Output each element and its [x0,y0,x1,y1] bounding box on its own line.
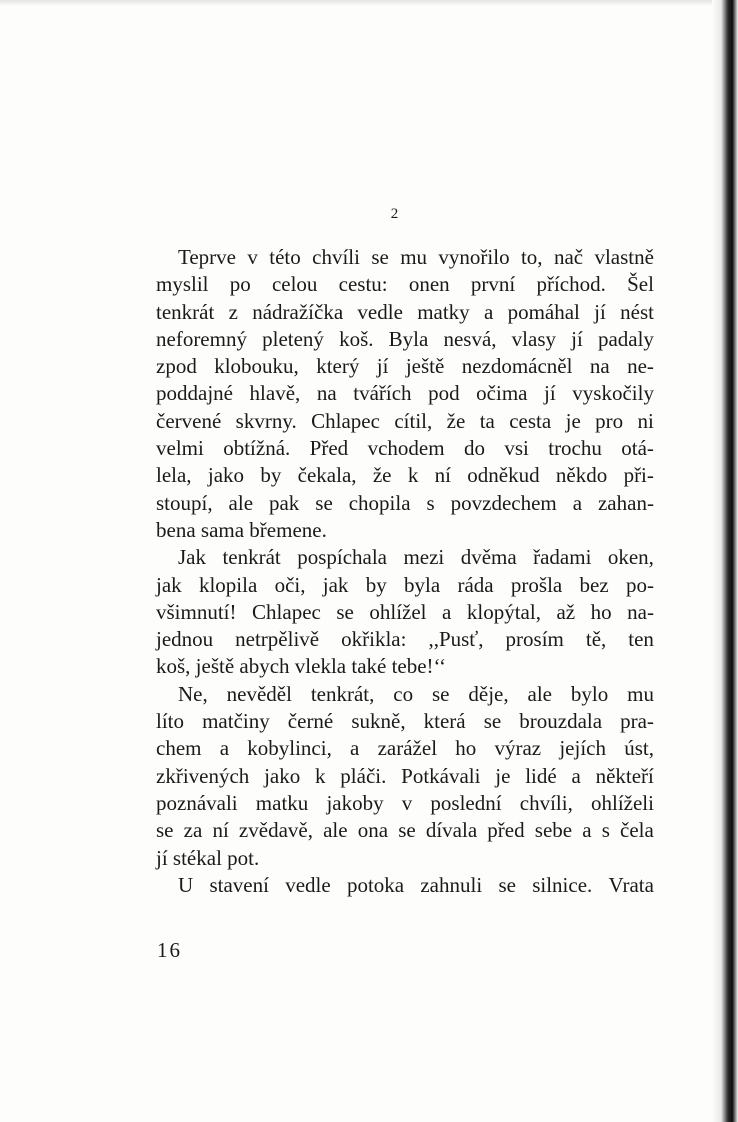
text-line: velmi obtížná. Před vchodem do vsi trochu otá- [156,436,654,461]
book-spine-edge [712,0,738,1122]
text-line: zkřivených jako k pláči. Potkávali je lidé a někteří [156,763,654,788]
text-line: bena sama břemene. [156,517,327,542]
text-line: jednou netrpělivě okřikla: ,,Pusť, prosím tě, ten [156,627,654,652]
text-line: koš, ještě abych vlekla také tebe!‘‘ [156,654,446,679]
text-line: poznávali matku jakoby v poslední chvíli, ohlíželi [156,790,654,815]
text-line: Jak tenkrát pospíchala mezi dvěma řadami oken, [178,545,654,570]
text-line: se za ní zvědavě, ale ona se dívala před sebe a s čela [156,818,654,843]
text-line: chem a kobylinci, a zarážel ho výraz jejích úst, [156,736,654,761]
body-text [156,244,654,899]
text-line: myslil po celou cestu: onen první příchod. Šel [156,272,654,297]
chapter-number: 2 [390,206,400,222]
text-line: U stavení vedle potoka zahnuli se silnice. Vrata [178,872,654,897]
text-line: stoupí, ale pak se chopila s povzdechem a zahan- [156,490,654,515]
text-line: Teprve v této chvíli se mu vynořilo to, nač vlastně [178,245,654,269]
text-line: Ne, nevěděl tenkrát, co se děje, ale bylo mu [178,681,654,706]
page-top-edge [0,0,738,6]
text-line: poddajné hlavě, na tvářích pod očima jí vyskočily [156,381,654,406]
text-line: jak klopila oči, jak by byla ráda prošla bez po- [156,572,654,597]
text-line: všimnutí! Chlapec se ohlížel a klopýtal, až ho na- [156,599,654,624]
text-line: zpod klobouku, který jí ještě nezdomácněl na ne- [156,354,654,379]
text-line: líto matčiny černé sukně, která se brouzdala pra- [156,709,654,734]
text-line: neforemný pletený koš. Byla nesvá, vlasy jí padaly [156,326,654,351]
text-line: lela, jako by čekala, že k ní odněkud někdo při- [156,463,654,488]
page-number: 16 [157,938,182,962]
text-line: červené skvrny. Chlapec cítil, že ta cesta je pro ni [156,408,654,433]
text-line: jí stékal pot. [156,845,260,870]
text-line: tenkrát z nádražíčka vedle matky a pomáhal jí nést [156,299,654,324]
